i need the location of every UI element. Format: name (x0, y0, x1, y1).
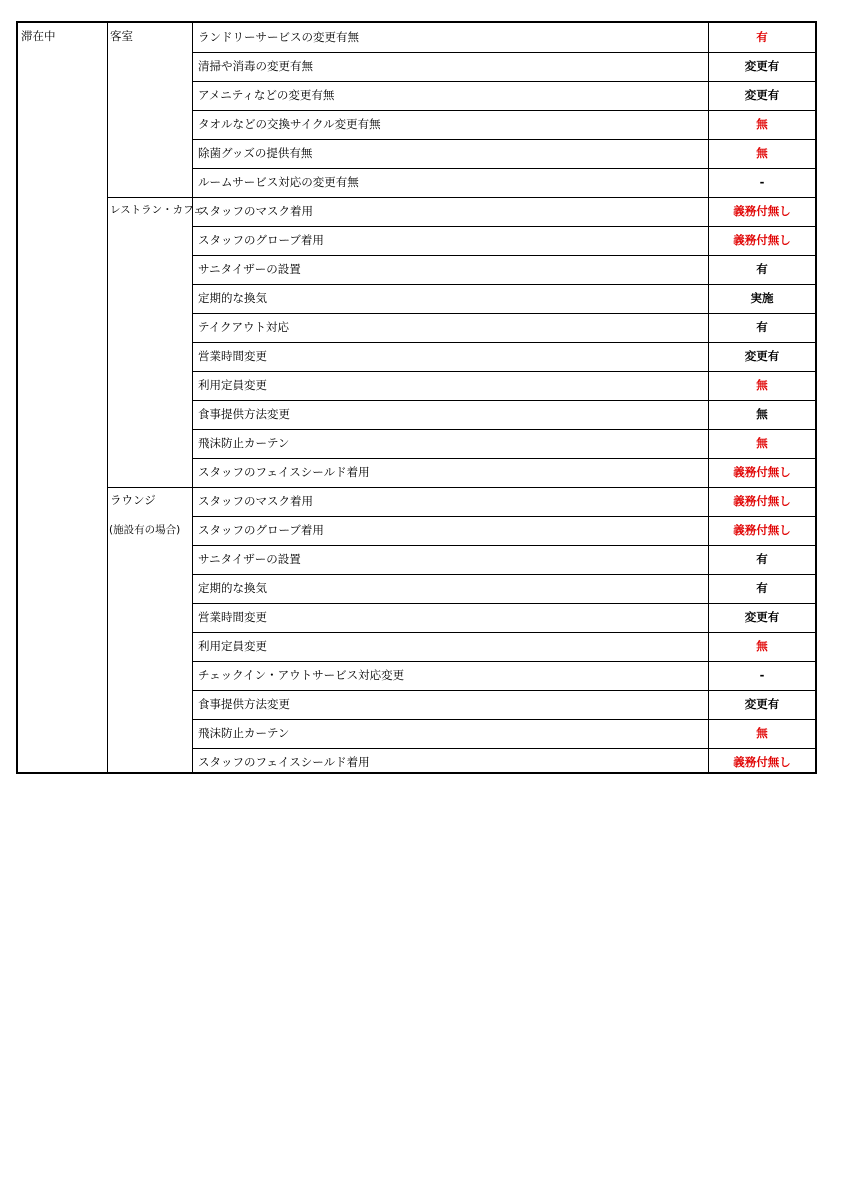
row-divider (192, 284, 815, 285)
row-divider (192, 574, 815, 575)
row-item-label: 営業時間変更 (198, 610, 267, 624)
row-divider (192, 458, 815, 459)
row-divider (192, 661, 815, 662)
section-sublabel: (施設有の場合) (109, 524, 181, 536)
row-status-value: 無 (756, 436, 768, 450)
row-item-label: サニタイザーの設置 (198, 552, 301, 566)
row-item-label: タオルなどの交換サイクル変更有無 (198, 117, 381, 131)
row-divider (192, 603, 815, 604)
row-divider (192, 342, 815, 343)
row-divider (192, 110, 815, 111)
row-item-label: スタッフのフェイスシールド着用 (198, 465, 370, 479)
row-divider (192, 429, 815, 430)
row-status-value: 義務付無し (733, 755, 791, 769)
column-divider (192, 23, 193, 772)
section-divider (107, 487, 815, 488)
row-status-value: 有 (756, 30, 768, 44)
row-divider (192, 255, 815, 256)
row-divider (192, 168, 815, 169)
column-divider (708, 23, 709, 772)
row-divider (192, 400, 815, 401)
row-status-value: 無 (756, 639, 768, 653)
row-divider (192, 545, 815, 546)
row-status-value: 無 (756, 146, 768, 160)
row-status-value: 有 (756, 552, 768, 566)
section-label: 客室 (110, 29, 133, 43)
row-item-label: 営業時間変更 (198, 349, 267, 363)
row-item-label: 食事提供方法変更 (198, 697, 290, 711)
row-item-label: 利用定員変更 (198, 378, 267, 392)
row-status-value: 無 (756, 117, 768, 131)
row-item-label: チェックイン・アウトサービス対応変更 (198, 668, 405, 682)
row-divider (192, 719, 815, 720)
row-status-value: 変更有 (744, 697, 780, 711)
section-label: ラウンジ (110, 493, 156, 507)
row-status-value: 変更有 (744, 610, 780, 624)
row-divider (192, 516, 815, 517)
stage-label: 滞在中 (21, 29, 56, 43)
row-item-label: 除菌グッズの提供有無 (198, 146, 313, 160)
row-item-label: 食事提供方法変更 (198, 407, 290, 421)
row-divider (192, 313, 815, 314)
row-item-label: 飛沫防止カーテン (198, 726, 290, 740)
row-divider (192, 139, 815, 140)
column-divider (107, 23, 108, 772)
row-status-value: 実施 (750, 291, 774, 305)
row-item-label: 利用定員変更 (198, 639, 267, 653)
row-divider (192, 632, 815, 633)
row-item-label: 定期的な換気 (198, 291, 267, 305)
row-item-label: ルームサービス対応の変更有無 (198, 175, 359, 189)
row-status-value: 有 (756, 262, 768, 276)
row-item-label: ランドリーサービスの変更有無 (198, 30, 359, 44)
row-item-label: スタッフのマスク着用 (198, 204, 313, 218)
row-divider (192, 371, 815, 372)
row-status-value: 義務付無し (733, 494, 791, 508)
row-divider (192, 690, 815, 691)
row-item-label: スタッフのグローブ着用 (198, 233, 324, 247)
row-status-value: 変更有 (744, 59, 780, 73)
row-status-value: 無 (756, 407, 768, 421)
row-status-value: 変更有 (744, 349, 780, 363)
row-status-value: 無 (756, 378, 768, 392)
row-status-value: 義務付無し (733, 523, 791, 537)
row-status-value: 無 (756, 726, 768, 740)
row-item-label: スタッフのマスク着用 (198, 494, 313, 508)
section-divider (107, 197, 815, 198)
row-item-label: 清掃や消毒の変更有無 (198, 59, 313, 73)
row-status-value: 義務付無し (733, 465, 791, 479)
row-divider (192, 52, 815, 53)
row-status-value: 義務付無し (733, 233, 791, 247)
row-divider (192, 81, 815, 82)
row-status-value: - (759, 668, 765, 682)
row-item-label: 定期的な換気 (198, 581, 267, 595)
row-item-label: スタッフのフェイスシールド着用 (198, 755, 370, 769)
row-status-value: 有 (756, 581, 768, 595)
row-item-label: 飛沫防止カーテン (198, 436, 290, 450)
row-status-value: 変更有 (744, 88, 780, 102)
section-label: レストラン・カフェ (110, 204, 204, 216)
row-item-label: アメニティなどの変更有無 (198, 88, 335, 102)
row-item-label: スタッフのグローブ着用 (198, 523, 324, 537)
row-status-value: - (759, 175, 765, 189)
row-status-value: 有 (756, 320, 768, 334)
row-divider (192, 748, 815, 749)
row-item-label: サニタイザーの設置 (198, 262, 301, 276)
row-divider (192, 226, 815, 227)
row-item-label: テイクアウト対応 (198, 320, 289, 334)
status-table (16, 21, 817, 774)
row-status-value: 義務付無し (733, 204, 791, 218)
